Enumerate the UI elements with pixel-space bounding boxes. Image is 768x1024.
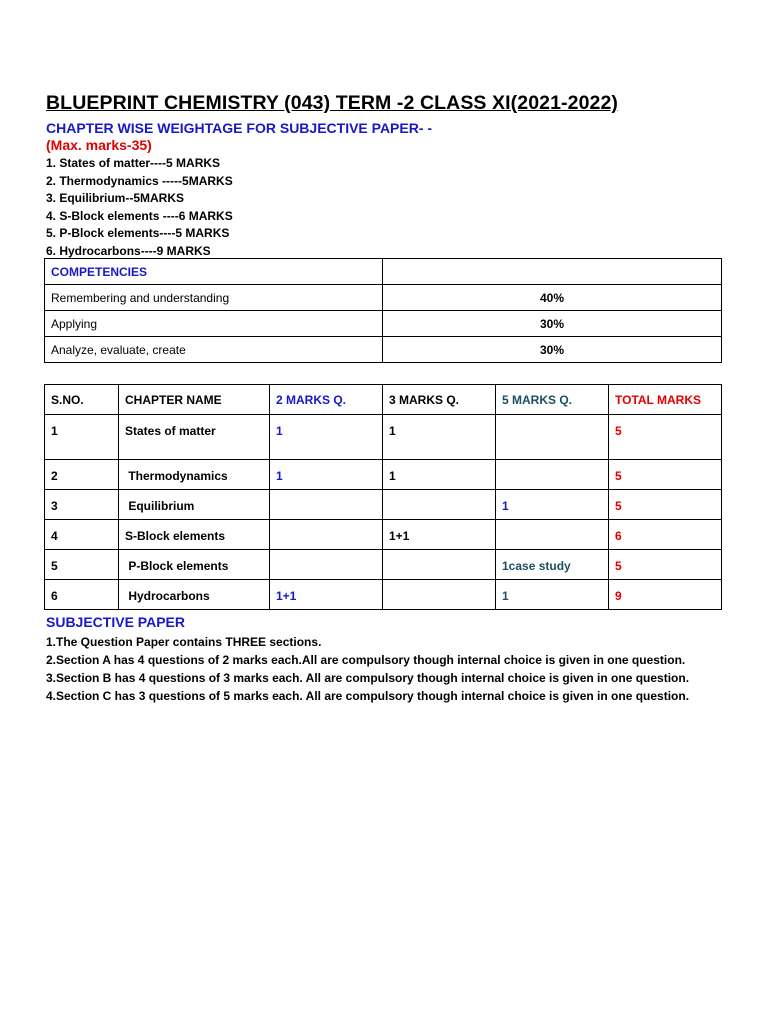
- competency-value: 40%: [383, 285, 722, 311]
- table-row: [45, 490, 722, 520]
- list-item: 6. Hydrocarbons----9 MARKS: [46, 243, 211, 258]
- table-row: [45, 259, 722, 285]
- column-header: 3 MARKS Q.: [383, 385, 496, 415]
- table-cell: 1: [45, 415, 119, 460]
- column-header: 5 MARKS Q.: [496, 385, 609, 415]
- table-cell: [496, 460, 609, 490]
- list-item: 4. S-Block elements ----6 MARKS: [46, 208, 233, 223]
- table-cell: 2: [45, 460, 119, 490]
- table-cell: States of matter: [119, 415, 270, 460]
- table-cell: [383, 259, 722, 285]
- chapter-weightage-list: [46, 155, 233, 261]
- column-header: TOTAL MARKS: [609, 385, 722, 415]
- competency-name: Remembering and understanding: [45, 285, 383, 311]
- table-cell: 5: [609, 415, 722, 460]
- table-cell: 1: [383, 460, 496, 490]
- table-cell: P-Block elements: [119, 550, 270, 580]
- table-cell: [270, 520, 383, 550]
- table-row: [45, 550, 722, 580]
- table-cell: [383, 580, 496, 610]
- list-item: 3. Equilibrium--5MARKS: [46, 191, 185, 206]
- table-row: [45, 311, 722, 337]
- table-row: [45, 285, 722, 311]
- table-row: [45, 337, 722, 363]
- table-cell: 1+1: [270, 580, 383, 610]
- table-cell: 3: [45, 490, 119, 520]
- column-header: S.NO.: [45, 385, 119, 415]
- table-row: [45, 415, 722, 460]
- table-cell: 1: [496, 580, 609, 610]
- table-cell: [383, 550, 496, 580]
- table-cell: 5: [609, 490, 722, 520]
- table-row: [45, 520, 722, 550]
- section-subtitle: CHAPTER WISE WEIGHTAGE FOR SUBJECTIVE PAPER- -: [46, 120, 433, 136]
- table-row: [45, 580, 722, 610]
- table-cell: 1: [383, 415, 496, 460]
- table-cell: Equilibrium: [119, 490, 270, 520]
- table-row: [45, 460, 722, 490]
- page-title: BLUEPRINT CHEMISTRY (043) TERM -2 CLASS XI(2021-2022): [46, 92, 619, 114]
- table-cell: 4: [45, 520, 119, 550]
- competency-name: Applying: [45, 311, 383, 337]
- column-header: CHAPTER NAME: [119, 385, 270, 415]
- table-cell: 9: [609, 580, 722, 610]
- table-cell: 5: [609, 550, 722, 580]
- table-cell: [496, 415, 609, 460]
- max-marks: (Max. marks-35): [46, 137, 152, 153]
- competency-value: 30%: [383, 337, 722, 363]
- column-header: 2 MARKS Q.: [270, 385, 383, 415]
- table-cell: [270, 490, 383, 520]
- table-cell: S-Block elements: [119, 520, 270, 550]
- table-cell: 1+1: [383, 520, 496, 550]
- competency-value: 30%: [383, 311, 722, 337]
- table-cell: 6: [45, 580, 119, 610]
- list-item: 2.Section A has 4 questions of 2 marks each.All are compulsory though internal choice is given in one question.: [46, 653, 686, 667]
- subjective-paper-notes: [46, 633, 689, 705]
- list-item: 1. States of matter----5 MARKS: [46, 156, 221, 170]
- competencies-table: [44, 258, 722, 363]
- list-item: 2. Thermodynamics -----5MARKS: [46, 173, 233, 188]
- list-item: 5. P-Block elements----5 MARKS: [46, 226, 230, 241]
- table-cell: 5: [45, 550, 119, 580]
- table-cell: [496, 520, 609, 550]
- table-cell: Thermodynamics: [119, 460, 270, 490]
- list-item: 3.Section B has 4 questions of 3 marks each. All are compulsory though internal choice is given in one question.: [46, 671, 690, 685]
- table-cell: 5: [609, 460, 722, 490]
- list-item: 1.The Question Paper contains THREE sections.: [46, 635, 322, 649]
- table-cell: 6: [609, 520, 722, 550]
- table-cell: Hydrocarbons: [119, 580, 270, 610]
- table-cell: 1: [270, 415, 383, 460]
- table-cell: 1: [270, 460, 383, 490]
- blueprint-table: [44, 384, 722, 610]
- table-cell: 1: [496, 490, 609, 520]
- table-cell: [383, 490, 496, 520]
- table-header-row: [45, 385, 722, 415]
- table-cell: [270, 550, 383, 580]
- competencies-header: COMPETENCIES: [45, 259, 383, 285]
- competency-name: Analyze, evaluate, create: [45, 337, 383, 363]
- list-item: 4.Section C has 3 questions of 5 marks each. All are compulsory though internal choice is given in one question.: [46, 689, 690, 703]
- table-cell: 1case study: [496, 550, 609, 580]
- subjective-paper-heading: SUBJECTIVE PAPER: [46, 614, 185, 630]
